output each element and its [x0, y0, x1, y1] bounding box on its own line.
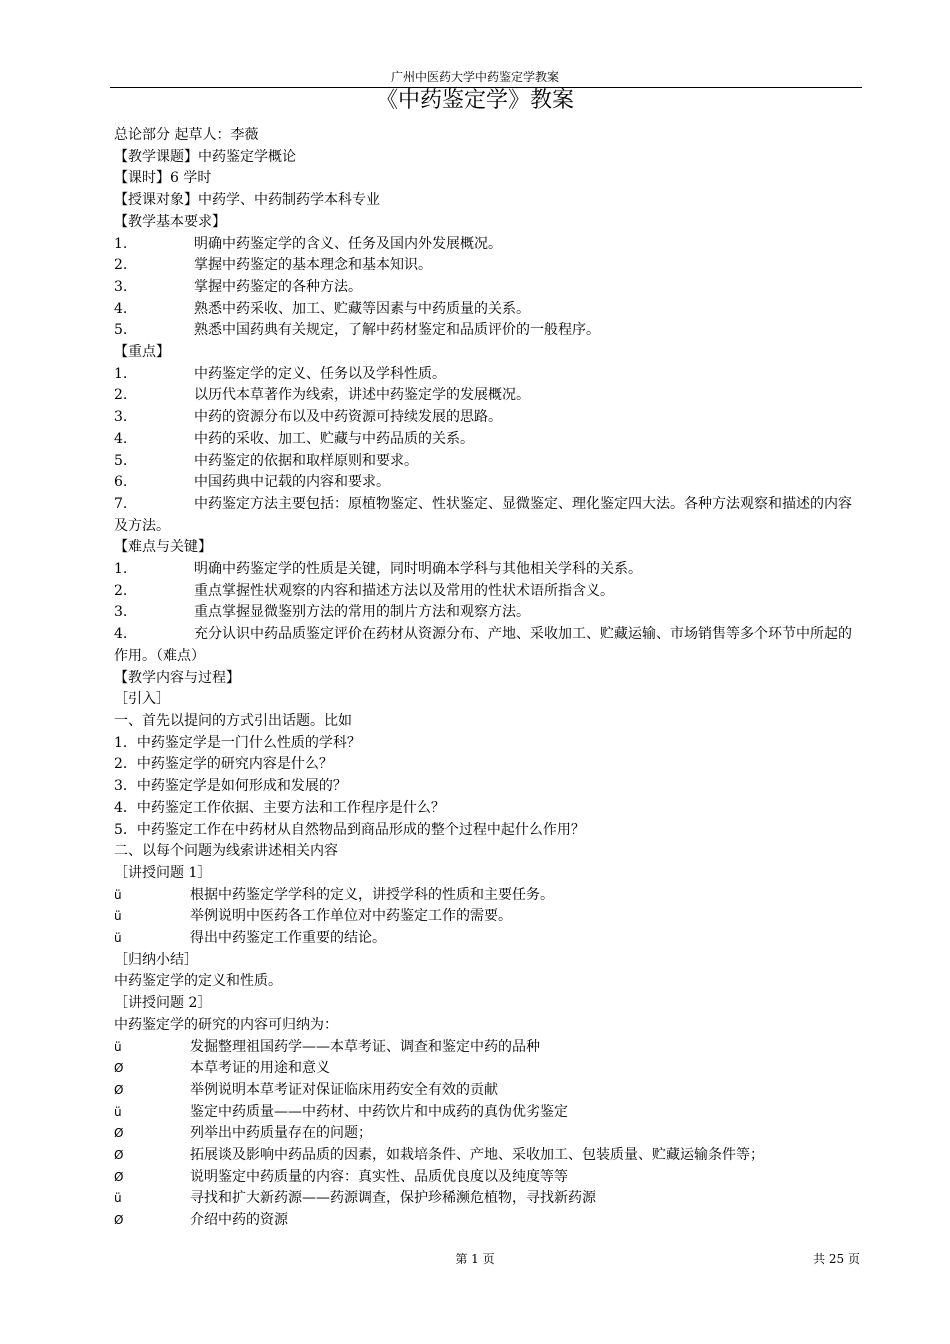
item-text: 熟悉中药采收、加工、贮藏等因素与中药质量的关系。	[194, 300, 530, 317]
check-bullet-icon: ü	[114, 931, 122, 946]
list-item	[114, 624, 862, 667]
page-header: 广州中医药大学中药鉴定学教案	[390, 70, 559, 84]
list-item	[114, 277, 862, 299]
bullet-item	[114, 906, 862, 928]
item-text: 中药鉴定的依据和取样原则和要求。	[194, 452, 418, 469]
question-item: 5．中药鉴定工作在中药材从自然物品到商品形成的整个过程中起什么作用？	[114, 821, 585, 838]
hours-line: 【课时】6 学时	[114, 170, 212, 187]
list-item	[114, 299, 862, 321]
arrow-bullet-icon: Ø	[114, 1148, 124, 1163]
question-item: 2．中药鉴定学的研究内容是什么？	[114, 756, 333, 773]
arrow-bullet-icon: Ø	[114, 1169, 124, 1184]
arrow-bullet-icon: Ø	[114, 1213, 124, 1228]
requirements-heading: 【教学基本要求】	[114, 213, 226, 230]
check-bullet-icon: ü	[114, 1039, 122, 1054]
item-text: 中国药典中记载的内容和要求。	[194, 474, 390, 491]
question-1-label: ［讲授问题 1］	[114, 864, 212, 881]
key-points-heading: 【重点】	[114, 344, 170, 361]
bullet-text: 拓展谈及影响中药品质的因素，如栽培条件、产地、采收加工、包装质量、贮藏运输条件等；	[190, 1147, 764, 1164]
item-text: 中药的采收、加工、贮藏与中药品质的关系。	[194, 430, 474, 447]
list-item	[114, 234, 862, 256]
arrow-bullet-icon: Ø	[114, 1061, 124, 1076]
difficulties-heading: 【难点与关键】	[114, 539, 212, 556]
item-text: 掌握中药鉴定的各种方法。	[194, 278, 362, 295]
bullet-text: 发掘整理祖国药学——本草考证、调查和鉴定中药的品种	[190, 1038, 540, 1055]
item-text: 中药的资源分布以及中药资源可持续发展的思路。	[194, 409, 502, 426]
bullet-item	[114, 928, 862, 950]
list-item	[114, 451, 862, 473]
bullet-item	[114, 1188, 862, 1210]
page-number: 第 1 页	[455, 1252, 495, 1266]
question-item: 1．中药鉴定学是一门什么性质的学科？	[114, 734, 361, 751]
question-item: 4．中药鉴定工作依据、主要方法和工作程序是什么？	[114, 799, 445, 816]
item-number: 2.	[114, 582, 128, 599]
item-text: 明确中药鉴定学的性质是关键，同时明确本学科与其他相关学科的关系。	[194, 561, 642, 578]
item-text: 熟悉中国药典有关规定，了解中药材鉴定和品质评价的一般程序。	[194, 322, 600, 339]
author-line: 总论部分 起草人：李薇	[114, 127, 259, 143]
item-number: 5.	[114, 322, 128, 339]
intro-label: ［引入］	[114, 691, 170, 708]
list-item	[114, 602, 862, 624]
bullet-item	[114, 885, 862, 907]
check-bullet-icon: ü	[114, 887, 122, 902]
question-2-label: ［讲授问题 2］	[114, 995, 212, 1012]
list-item	[114, 472, 862, 494]
item-number: 4.	[114, 430, 128, 447]
question-2-intro: 中药鉴定学的研究的内容可归纳为：	[114, 1016, 338, 1033]
check-bullet-icon: ü	[114, 909, 122, 924]
page-total: 共 25 页	[813, 1252, 860, 1266]
document-title: 《中药鉴定学》教案	[375, 88, 574, 113]
item-number: 4.	[114, 300, 128, 317]
item-text: 充分认识中药品质鉴定评价在药材从资源分布、产地、采收加工、贮藏运输、市场销售等多个环节中所起的作用。（难点）	[114, 626, 852, 664]
item-number: 3.	[114, 604, 128, 621]
list-item	[114, 407, 862, 429]
bullet-item	[114, 1102, 862, 1124]
item-number: 5.	[114, 452, 128, 469]
bullet-text: 列举出中药质量存在的问题；	[190, 1125, 372, 1142]
process-heading: 【教学内容与过程】	[114, 669, 240, 686]
document-body	[114, 125, 862, 1232]
bullet-item	[114, 1123, 862, 1145]
bullet-text: 寻找和扩大新药源——药源调查，保护珍稀濒危植物，寻找新药源	[190, 1190, 596, 1207]
item-number: 6.	[114, 474, 128, 491]
check-bullet-icon: ü	[114, 1104, 122, 1119]
bullet-text: 根据中药鉴定学学科的定义，讲授学科的性质和主要任务。	[190, 886, 554, 903]
bullet-item	[114, 1080, 862, 1102]
item-text: 中药鉴定学的定义、任务以及学科性质。	[194, 365, 446, 382]
item-number: 4.	[114, 626, 128, 643]
item-number: 1.	[114, 561, 128, 578]
arrow-bullet-icon: Ø	[114, 1082, 124, 1097]
bullet-item	[114, 1058, 862, 1080]
list-item	[114, 559, 862, 581]
list-item	[114, 494, 862, 537]
list-item	[114, 429, 862, 451]
bullet-text: 鉴定中药质量——中药材、中药饮片和中成药的真伪优劣鉴定	[190, 1103, 568, 1120]
check-bullet-icon: ü	[114, 1191, 122, 1206]
item-number: 7.	[114, 495, 128, 512]
arrow-bullet-icon: Ø	[114, 1126, 124, 1141]
item-number: 3.	[114, 278, 128, 295]
summary-label: ［归纳小结］	[114, 951, 198, 968]
step-one: 一、首先以提问的方式引出话题。比如	[114, 712, 352, 729]
item-number: 2.	[114, 387, 128, 404]
bullet-text: 举例说明本草考证对保证临床用药安全有效的贡献	[190, 1081, 498, 1098]
audience-line: 【授课对象】中药学、中药制药学本科专业	[114, 192, 380, 209]
topic-line: 【教学课题】中药鉴定学概论	[114, 148, 296, 165]
list-item	[114, 364, 862, 386]
question-item: 3．中药鉴定学是如何形成和发展的？	[114, 778, 347, 795]
bullet-item	[114, 1037, 862, 1059]
summary-text: 中药鉴定学的定义和性质。	[114, 973, 282, 990]
bullet-item	[114, 1167, 862, 1189]
item-number: 3.	[114, 409, 128, 426]
item-text: 重点掌握显微鉴别方法的常用的制片方法和观察方法。	[194, 604, 530, 621]
item-number: 2.	[114, 257, 128, 274]
bullet-text: 本草考证的用途和意义	[190, 1060, 330, 1077]
bullet-text: 说明鉴定中药质量的内容：真实性、品质优良度以及纯度等等	[190, 1168, 568, 1185]
bullet-text: 得出中药鉴定工作重要的结论。	[190, 930, 386, 947]
item-text: 中药鉴定方法主要包括：原植物鉴定、性状鉴定、显微鉴定、理化鉴定四大法。各种方法观察和描述的内容及方法。	[114, 495, 852, 534]
list-item	[114, 581, 862, 603]
bullet-item	[114, 1145, 862, 1167]
item-number: 1.	[114, 365, 128, 382]
item-number: 1.	[114, 235, 128, 252]
item-text: 掌握中药鉴定的基本理念和基本知识。	[194, 257, 432, 274]
item-text: 明确中药鉴定学的含义、任务及国内外发展概况。	[194, 235, 502, 252]
list-item	[114, 255, 862, 277]
bullet-text: 介绍中药的资源	[190, 1212, 288, 1229]
step-two: 二、以每个问题为线索讲述相关内容	[114, 843, 338, 860]
item-text: 以历代本草著作为线索，讲述中药鉴定学的发展概况。	[194, 387, 530, 404]
bullet-text: 举例说明中医药各工作单位对中药鉴定工作的需要。	[190, 908, 512, 925]
bullet-item	[114, 1210, 862, 1232]
item-text: 重点掌握性状观察的内容和描述方法以及常用的性状术语所指含义。	[194, 582, 614, 599]
list-item	[114, 320, 862, 342]
list-item	[114, 385, 862, 407]
